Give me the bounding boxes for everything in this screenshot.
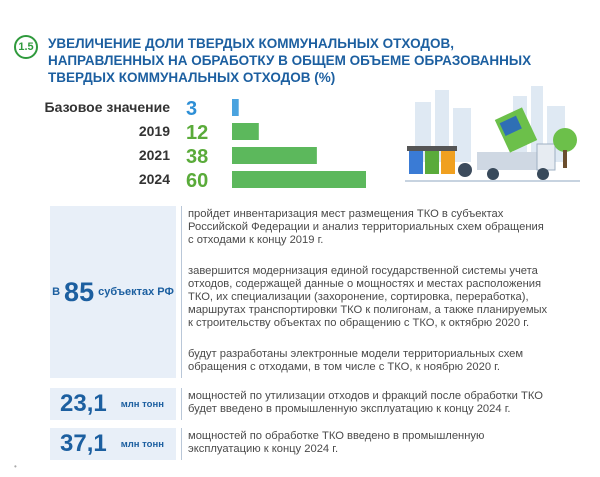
category-label: Базовое значение (44, 99, 170, 115)
regions-prefix: В (52, 286, 61, 298)
text-line: завершится модернизация единой государственной системы учета (188, 265, 538, 277)
capacity-number-1: 23,1 (60, 390, 107, 417)
text-line: маршрутах транспортировки ТКО к полигонам, а также планируемых (188, 304, 548, 316)
divider (181, 388, 182, 420)
paragraph-utilization (188, 390, 578, 416)
regions-number: 85 (64, 276, 95, 307)
capacity-unit-2: млн тонн (120, 438, 164, 450)
bar-chart (0, 90, 400, 190)
text-line: отходов, содержащей данные о мощностях и местах расположения (188, 278, 542, 290)
bar (232, 171, 366, 188)
paragraph-modernization (188, 265, 578, 330)
data-label: 38 (186, 146, 209, 168)
title-line-2: НАПРАВЛЕННЫХ НА ОБРАБОТКУ В ОБЩЕМ ОБЪЕМЕ ОБРАЗОВАННЫХ (48, 53, 532, 68)
category-label: 2021 (138, 147, 170, 163)
capacity-stat-2 (50, 428, 176, 460)
text-line: к строительству объектах по обращению с ТКО, к октябрю 2020 г. (188, 317, 530, 329)
page-title (48, 35, 568, 86)
text-line: будут разработаны электронные модели территориальных схем (188, 348, 524, 360)
text-line: пройдет инвентаризация мест размещения ТКО в субъектах (188, 208, 504, 220)
data-label: 12 (186, 122, 209, 144)
waste-truck-illustration (405, 82, 580, 192)
data-label: 60 (186, 170, 209, 190)
regions-suffix: субъектах РФ (98, 286, 174, 298)
text-line: обращения с отходами, в том числе с ТКО, к ноябрю 2020 г. (188, 361, 500, 373)
paragraph-electronic-models (188, 348, 578, 374)
paragraph-inventory (188, 208, 578, 247)
text-line: мощностей по обработке ТКО введено в промышленную (188, 430, 485, 442)
trash-bins (407, 146, 457, 174)
text-line: Российской Федерации и анализ территориальных схем обращения (188, 221, 544, 233)
category-label: 2024 (138, 171, 170, 187)
capacity-stat-1 (50, 388, 176, 420)
text-line: эксплуатацию к концу 2024 г. (188, 443, 339, 455)
capacity-number-2: 37,1 (60, 430, 107, 457)
divider (181, 206, 182, 378)
data-label: 3 (186, 98, 198, 120)
text-line: с отходами к концу 2019 г. (188, 234, 324, 246)
category-label: 2019 (138, 123, 170, 139)
title-line-3: ТВЕРДЫХ КОММУНАЛЬНЫХ ОТХОДОВ (%) (48, 70, 336, 85)
title-line-1: УВЕЛИЧЕНИЕ ДОЛИ ТВЕРДЫХ КОММУНАЛЬНЫХ ОТХОДОВ, (48, 36, 455, 51)
regions-stat (50, 206, 176, 378)
section-number-badge: 1.5 (14, 35, 38, 59)
text-line: ТКО, их специализации (захоронение, сортировка, переработка), (188, 291, 529, 303)
paragraph-processing (188, 430, 578, 456)
garbage-truck (477, 107, 555, 180)
divider (181, 428, 182, 460)
text-line: будет введено в промышленную эксплуатацию к концу 2024 г. (188, 403, 511, 415)
capacity-unit-1: млн тонн (120, 398, 164, 410)
bar (232, 99, 239, 116)
footer-mark: • (14, 462, 17, 471)
trash-bag (458, 163, 472, 177)
bar (232, 147, 317, 164)
text-line: мощностей по утилизации отходов и фракций после обработки ТКО (188, 390, 543, 402)
bar (232, 123, 259, 140)
